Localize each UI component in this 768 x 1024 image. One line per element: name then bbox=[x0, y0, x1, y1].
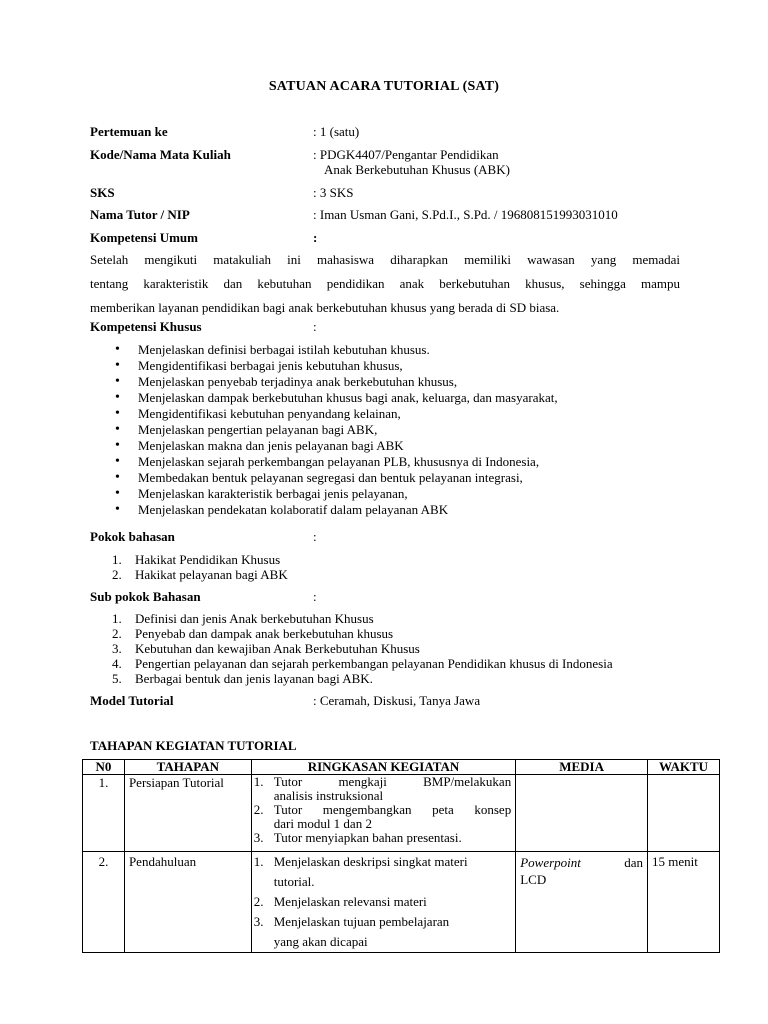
row-tahapan: Persiapan Tutorial bbox=[124, 775, 251, 852]
row-kegiatan bbox=[251, 852, 515, 953]
list-item: 2. Penyebab dan dampak anak berkebutuhan khusus bbox=[112, 626, 394, 641]
header-tahapan: TAHAPAN bbox=[124, 760, 251, 775]
media-dan: dan bbox=[624, 855, 644, 870]
list-item: 1. Menjelaskan deskripsi singkat materi tutorial. bbox=[253, 854, 468, 889]
list-item: 4. Pengertian pelayanan dan sejarah perkembangan pelayanan Pendidikan khusus di Indonesia bbox=[112, 656, 613, 671]
kompetensi-umum-line3: memberikan layanan pendidikan bagi anak berkebutuhan khusus yang berada di SD biasa. bbox=[90, 300, 560, 315]
pokok-bahasan-label: Pokok bahasan bbox=[90, 529, 175, 544]
sks-label: SKS bbox=[90, 185, 115, 200]
list-item: 3. Kebutuhan dan kewajiban Anak Berkebutuhan Khusus bbox=[112, 641, 420, 656]
media-powerpoint: Powerpoint bbox=[520, 855, 581, 870]
list-item: 2. Hakikat pelayanan bagi ABK bbox=[112, 567, 288, 582]
kompetensi-khusus-label: Kompetensi Khusus bbox=[90, 319, 202, 334]
list-item: 1. Tutor mengkaji BMP/melakukan analisis instruksional bbox=[253, 774, 512, 803]
kompetensi-umum-label: Kompetensi Umum bbox=[90, 230, 198, 245]
list-item: • Menjelaskan dampak berkebutuhan khusus bagi anak, keluarga, dan masyarakat, bbox=[90, 390, 558, 406]
kode-label: Kode/Nama Mata Kuliah bbox=[90, 147, 231, 162]
list-item: • Menjelaskan pendekatan kolaboratif dalam pelayanan ABK bbox=[90, 502, 558, 518]
pokok-bahasan-list bbox=[90, 552, 288, 582]
kompetensi-khusus-colon: : bbox=[313, 319, 317, 334]
row-no: 1. bbox=[83, 775, 125, 852]
list-item: • Menjelaskan karakteristik berbagai jenis pelayanan, bbox=[90, 486, 558, 502]
page-title: SATUAN ACARA TUTORIAL (SAT) bbox=[268, 79, 500, 94]
sub-pokok-colon: : bbox=[313, 589, 317, 604]
media-lcd: LCD bbox=[520, 872, 547, 887]
header-waktu: WAKTU bbox=[648, 760, 720, 775]
list-item: • Menjelaskan penyebab terjadinya anak berkebutuhan khusus, bbox=[90, 374, 558, 390]
row-tahapan: Pendahuluan bbox=[124, 852, 251, 953]
model-tutorial-label: Model Tutorial bbox=[90, 693, 174, 708]
list-item: 1. Definisi dan jenis Anak berkebutuhan Khusus bbox=[112, 611, 374, 626]
list-item: 3. Menjelaskan tujuan pembelajaran yang akan dicapai bbox=[253, 914, 450, 949]
table-row bbox=[83, 852, 720, 953]
list-item: 1. Hakikat Pendidikan Khusus bbox=[112, 552, 281, 567]
list-item: 2. Menjelaskan relevansi materi bbox=[253, 894, 427, 909]
sks-value: : 3 SKS bbox=[313, 185, 354, 200]
list-item: 3. Tutor menyiapkan bahan presentasi. bbox=[253, 830, 462, 845]
kode-value-line1: : PDGK4407/Pengantar Pendidikan bbox=[313, 147, 499, 162]
header-media: MEDIA bbox=[516, 760, 648, 775]
kompetensi-umum-line2: tentang karakteristik dan kebutuhan pendidikan anak berkebutuhan khusus, sehingga mampu bbox=[90, 276, 680, 291]
tutor-value: : Iman Usman Gani, S.Pd.I., S.Pd. / 196808151993031010 bbox=[313, 207, 618, 222]
row-kegiatan bbox=[251, 775, 515, 852]
pokok-bahasan-colon: : bbox=[313, 529, 317, 544]
tahapan-heading: TAHAPAN KEGIATAN TUTORIAL bbox=[90, 738, 297, 753]
tutor-label: Nama Tutor / NIP bbox=[90, 207, 190, 222]
kompetensi-umum-text bbox=[90, 248, 680, 320]
row-no: 2. bbox=[83, 852, 125, 953]
header-no: N0 bbox=[83, 760, 125, 775]
kode-value-line2: Anak Berkebutuhan Khusus (ABK) bbox=[324, 162, 510, 177]
list-item: • Menjelaskan makna dan jenis pelayanan bagi ABK bbox=[90, 438, 558, 454]
list-item: • Mengidentifikasi berbagai jenis kebutuhan khusus, bbox=[90, 358, 558, 374]
kompetensi-khusus-list bbox=[90, 342, 558, 518]
kompetensi-umum-colon: : bbox=[313, 230, 318, 245]
sub-pokok-label: Sub pokok Bahasan bbox=[90, 589, 201, 604]
pertemuan-label: Pertemuan ke bbox=[90, 124, 168, 139]
tahapan-table bbox=[82, 759, 720, 953]
list-item: 5. Berbagai bentuk dan jenis layanan bagi ABK. bbox=[112, 671, 373, 686]
list-item: 2. Tutor mengembangkan peta konsep dari modul 1 dan 2 bbox=[253, 802, 512, 831]
list-item: • Membedakan bentuk pelayanan segregasi dan bentuk pelayanan integrasi, bbox=[90, 470, 558, 486]
table-header-row bbox=[83, 760, 720, 775]
sub-pokok-list bbox=[90, 611, 613, 686]
pertemuan-value: : 1 (satu) bbox=[313, 124, 360, 139]
row-media bbox=[516, 852, 648, 953]
list-item: • Menjelaskan sejarah perkembangan pelayanan PLB, khususnya di Indonesia, bbox=[90, 454, 558, 470]
model-tutorial-value: : Ceramah, Diskusi, Tanya Jawa bbox=[313, 693, 481, 708]
row-waktu: 15 menit bbox=[648, 852, 720, 953]
list-item: • Menjelaskan definisi berbagai istilah kebutuhan khusus. bbox=[90, 342, 558, 358]
list-item: • Menjelaskan pengertian pelayanan bagi ABK, bbox=[90, 422, 558, 438]
row-media bbox=[516, 775, 648, 852]
table-row bbox=[83, 775, 720, 852]
kompetensi-umum-line1: Setelah mengikuti matakuliah ini mahasiswa diharapkan memiliki wawasan yang memadai bbox=[90, 252, 680, 267]
row-waktu bbox=[648, 775, 720, 852]
header-ringkasan: RINGKASAN KEGIATAN bbox=[251, 760, 515, 775]
list-item: • Mengidentifikasi kebutuhan penyandang kelainan, bbox=[90, 406, 558, 422]
